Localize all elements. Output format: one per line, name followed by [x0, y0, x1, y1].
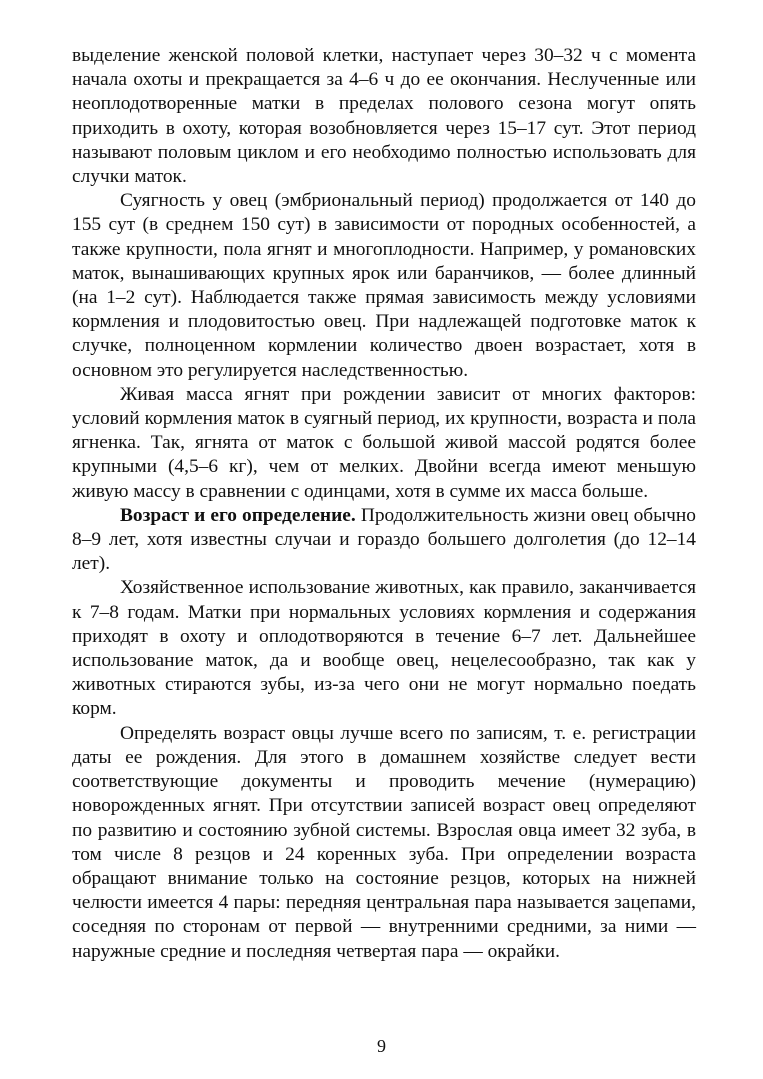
section-heading: Возраст и его определение.	[120, 504, 356, 526]
paragraph-1: выделение женской половой клетки, наступает через 30–32 ч с момента начала охоты и прекращается за 4–6 ч до ее окончания. Неслученные или неоплодотворенные матки в пределах полового сезона могут опять приходить в охоту, которая возобновляется через 15–17 сут. Этот период называют половым циклом и его необходимо полностью использовать для случки маток.	[72, 45, 696, 188]
paragraph-4-text: Продолжительность жизни овец обычно 8–9 лет, хотя известны случаи и гораздо большего долголетия (до 12–14 лет).	[72, 504, 696, 575]
paragraph-6: Определять возраст овцы лучше всего по записям, т. е. регистрации даты ее рождения. Для этого в домашнем хозяйстве следует вести соответствующие документы и проводить мечение (нумерацию) новорожденных ягнят. При отсутствии записей возраст овец определяют по развитию и состоянию зубной системы. Взрослая овца имеет 32 зуба, в том числе 8 резцов и 24 коренных зуба. При определении возраста обращают внимание только на состояние резцов, которых на нижней челюсти имеется 4 пары: передняя центральная пара называется зацепами, соседняя по сторонам от первой — внутренними средними, за ними — наружные средние и последняя четвертая пара — окрайки.	[72, 722, 696, 962]
page-number: 9	[377, 1036, 386, 1056]
page-body	[72, 44, 696, 964]
paragraph-5: Хозяйственное использование животных, как правило, заканчивается к 7–8 годам. Матки при нормальных условиях кормления и содержания приходят в охоту и оплодотворяются в течение 6–7 лет. Дальнейшее использование маток, да и вообще овец, нецелесообразно, так как у животных стираются зубы, из-за чего они не могут нормально поедать корм.	[72, 577, 696, 720]
paragraph-3: Живая масса ягнят при рождении зависит от многих факторов: условий кормления маток в суягный период, их крупности, возраста и пола ягненка. Так, ягнята от маток с большой живой массой родятся более крупными (4,5–6 кг), чем от мелких. Двойни всегда имеют меньшую живую массу в сравнении с одинцами, хотя в сумме их масса больше.	[72, 383, 696, 502]
paragraph-2: Суягность у овец (эмбриональный период) продолжается от 140 до 155 сут (в среднем 150 сут) в зависимости от породных особенностей, а также крупности, пола ягнят и многоплодности. Например, у романовских маток, вынашивающих крупных ярок или баранчиков, — более длинный (на 1–2 сут). Наблюдается также прямая зависимость между условиями кормления и плодовитостью овец. При надлежащей подготовке маток к случке, полноценном кормлении количество двоен возрастает, хотя в основном это регулируется наследственностью.	[72, 190, 696, 381]
paragraph-4	[72, 504, 696, 577]
